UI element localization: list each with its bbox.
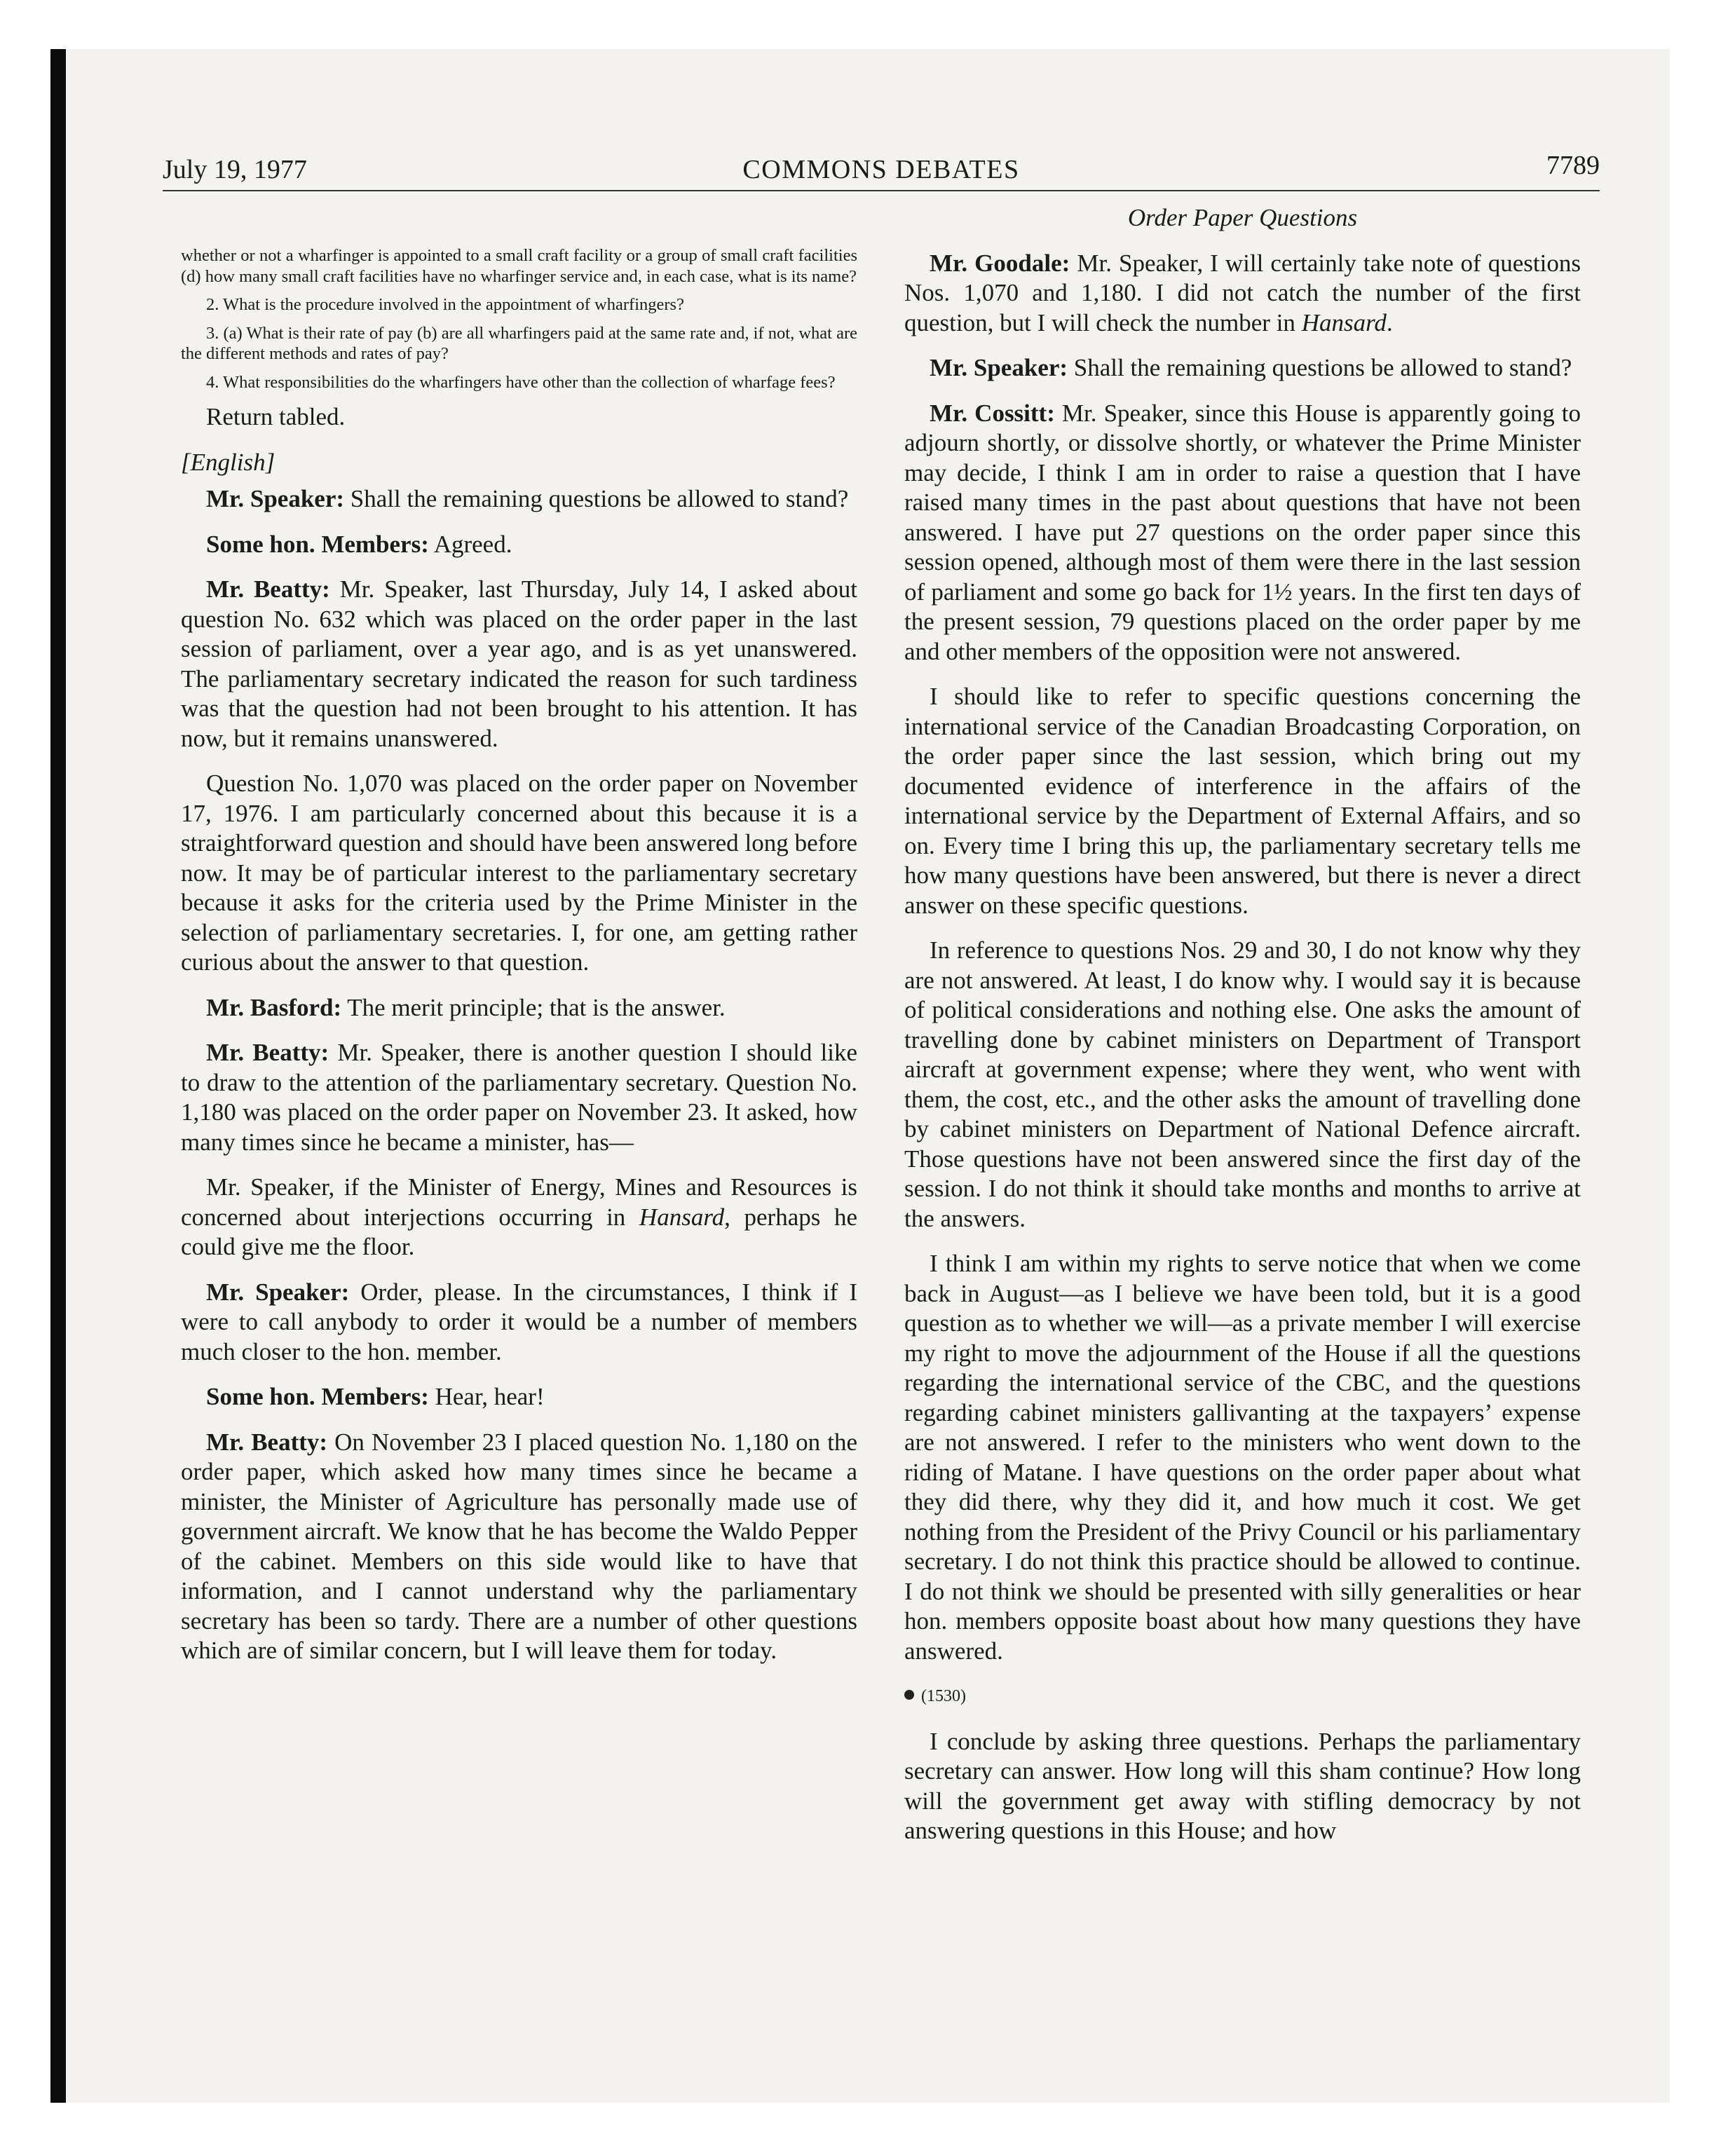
speaker-name: Mr. Beatty: bbox=[206, 1039, 329, 1066]
speech-text: Shall the remaining questions be allowed to stand? bbox=[1068, 354, 1572, 381]
paragraph bbox=[181, 1173, 857, 1262]
paragraph bbox=[904, 249, 1581, 339]
speaker-name: Mr. Speaker: bbox=[930, 354, 1068, 381]
paragraph bbox=[181, 1382, 857, 1412]
speech-text: , perhaps he could give me the floor. bbox=[181, 1203, 857, 1260]
header-title: COMMONS DEBATES bbox=[742, 155, 1020, 184]
right-column bbox=[904, 203, 1581, 1862]
return-tabled: Return tabled. bbox=[206, 403, 346, 430]
question-part-2: 2. What is the procedure involved in the appointment of wharfingers? bbox=[206, 295, 684, 314]
paragraph: Question No. 1,070 was placed on the order paper on November 17, 1976. I am particularly concerned about this because it is a straightforward question and should have been answered long before now. It may be of particular interest to the parliamentary secretary because it asks for the criteria used by the Prime Minister in the selection of parliamentary secretaries. I, for one, am getting rather curious about the answer to that question. bbox=[181, 770, 857, 976]
page-header bbox=[163, 149, 1600, 189]
speaker-name: Mr. Goodale: bbox=[930, 249, 1070, 277]
paragraph bbox=[904, 353, 1581, 383]
speech-text: Hear, hear! bbox=[428, 1383, 545, 1410]
speaker-name: Mr. Beatty: bbox=[206, 1428, 328, 1456]
speech-text: Order, please. In the circumstances, I think if I were to call anybody to order it would be a number of members much closer to the hon. member. bbox=[181, 1278, 857, 1365]
speaker-name: Mr. Speaker: bbox=[206, 1278, 350, 1306]
paragraph: In reference to questions Nos. 29 and 30, I do not know why they are not answered. At least, I do know why. I would say it is because of political considerations and nothing else. One asks the amount of travelling done by cabinet ministers on Department of Transport aircraft at government expense; where they went, who went with them, the cost, etc., and the other asks the amount of travelling done by cabinet ministers on Department of National Defence aircraft. Those questions have not been answered since the first day of the session. I do not think it should take months and months to arrive at the answers. bbox=[904, 936, 1581, 1232]
speech-text: . bbox=[1386, 308, 1393, 336]
paragraph bbox=[181, 1428, 857, 1666]
question-text-block bbox=[181, 245, 857, 393]
scan-edge-shadow bbox=[50, 49, 66, 2103]
header-rule bbox=[163, 190, 1600, 191]
left-column bbox=[181, 245, 857, 1681]
speech-text: Shall the remaining questions be allowed to stand? bbox=[344, 485, 849, 512]
speaker-name: Mr. Cossitt: bbox=[930, 399, 1055, 427]
paragraph bbox=[181, 530, 857, 560]
paragraph bbox=[181, 1278, 857, 1367]
italic-term: Hansard bbox=[639, 1203, 725, 1231]
paragraph bbox=[181, 1038, 857, 1157]
speech-text: Mr. Speaker, if the Minister of Energy, Mines and Resources is concerned about interjections occurring in bbox=[181, 1173, 857, 1231]
speech-text: Mr. Speaker, there is another question I should like to draw to the attention of the parliamentary secretary. Question No. 1,180 was placed on the order paper on November 23. It asked, how many times since he became a minister, has— bbox=[181, 1039, 858, 1156]
section-subheading: Order Paper Questions bbox=[1127, 204, 1358, 231]
speaker-name: Some hon. Members: bbox=[206, 530, 429, 558]
bullet-icon bbox=[904, 1690, 914, 1700]
speaker-name: Mr. Speaker: bbox=[206, 485, 345, 512]
question-part-1: whether or not a wharfinger is appointed to a small craft facility or a group of small craft facilities (d) how many small craft facilities have no wharfinger service and, in each case, what is its name? bbox=[181, 246, 857, 286]
page-number: 7789 bbox=[1546, 151, 1600, 180]
speech-text: Mr. Speaker, since this House is apparently going to adjourn shortly, or dissolve shortly, or whatever the Prime Minister may decide, I think I am in order to raise a question that I have raised many times in the past about questions that have not been answered. I have put 27 questions on the order paper since this session opened, although most of them were there in the last session of parliament and some go back for 1½ years. In the first ten days of the present session, 79 questions placed on the order paper by me and other members of the opposition were not answered. bbox=[904, 399, 1581, 665]
time-marker bbox=[904, 1681, 1581, 1712]
paragraph bbox=[904, 399, 1581, 667]
paragraph bbox=[181, 575, 857, 753]
italic-term: Hansard bbox=[1301, 308, 1387, 336]
speech-text: Agreed. bbox=[428, 530, 512, 558]
speaker-name: Mr. Basford: bbox=[206, 993, 342, 1021]
paragraph: I should like to refer to specific questions concerning the international service of the Canadian Broadcasting Corporation, on the order paper since the last session, which bring out my documented evidence of interference in the affairs of the international service by the Department of External Affairs, and so on. Every time I bring this up, the parliamentary secretary tells me how many questions have been answered, but there is never a direct answer on these specific questions. bbox=[904, 683, 1581, 919]
speech-text: On November 23 I placed question No. 1,180 on the order paper, which asked how many times since he became a minister, the Minister of Agriculture has personally made use of government aircraft. We know that he has become the Waldo Pepper of the cabinet. Members on this side would like to have that information, and I cannot understand why the parliamentary secretary has been so tardy. There are a number of other questions which are of similar concern, but I will leave them for today. bbox=[181, 1428, 858, 1664]
question-part-4: 4. What responsibilities do the wharfingers have other than the collection of wharfage fees? bbox=[206, 372, 836, 392]
speech-text: The merit principle; that is the answer. bbox=[341, 993, 726, 1021]
header-date: July 19, 1977 bbox=[163, 155, 307, 184]
paragraph: I conclude by asking three questions. Perhaps the parliamentary secretary can answer. How long will this sham continue? How long will the government get away with stifling democracy by not answering questions in this House; and how bbox=[904, 1727, 1581, 1844]
paragraph bbox=[181, 484, 857, 514]
time-marker-text: (1530) bbox=[921, 1687, 966, 1705]
speech-text: Mr. Speaker, I will certainly take note of questions Nos. 1,070 and 1,180. I did not catch the number of the first question, but I will check the number in bbox=[904, 249, 1581, 336]
paragraph bbox=[181, 993, 857, 1023]
language-marker: [English] bbox=[181, 448, 275, 476]
speaker-name: Some hon. Members: bbox=[206, 1383, 429, 1410]
paragraph: I think I am within my rights to serve notice that when we come back in August—as I believe we have been told, but it is a good question as to whether we will—as a private member I will exercise my right to move the adjournment of the House if all the questions regarding the international service of the CBC, and the questions regarding cabinet ministers gallivanting at the taxpayers’ expense are not answered. I refer to the ministers who went down to the riding of Matane. I have questions on the order paper about what they did there, why they did it, and how much it cost. We get nothing from the President of the Privy Council or his parliamentary secretary. I do not think this practice should be allowed to continue. I do not think we should be presented with silly generalities or hear hon. members opposite boast about how many questions they have answered. bbox=[904, 1250, 1581, 1665]
speaker-name: Mr. Beatty: bbox=[206, 575, 330, 603]
speech-text: Mr. Speaker, last Thursday, July 14, I asked about question No. 632 which was placed on the order paper in the last session of parliament, over a year ago, and is as yet unanswered. The parliamentary secretary indicated the reason for such tardiness was that the question had not been brought to his attention. It has now, but it remains unanswered. bbox=[181, 575, 857, 752]
question-part-3: 3. (a) What is their rate of pay (b) are all wharfingers paid at the same rate and, if not, what are the different methods and rates of pay? bbox=[181, 323, 857, 363]
